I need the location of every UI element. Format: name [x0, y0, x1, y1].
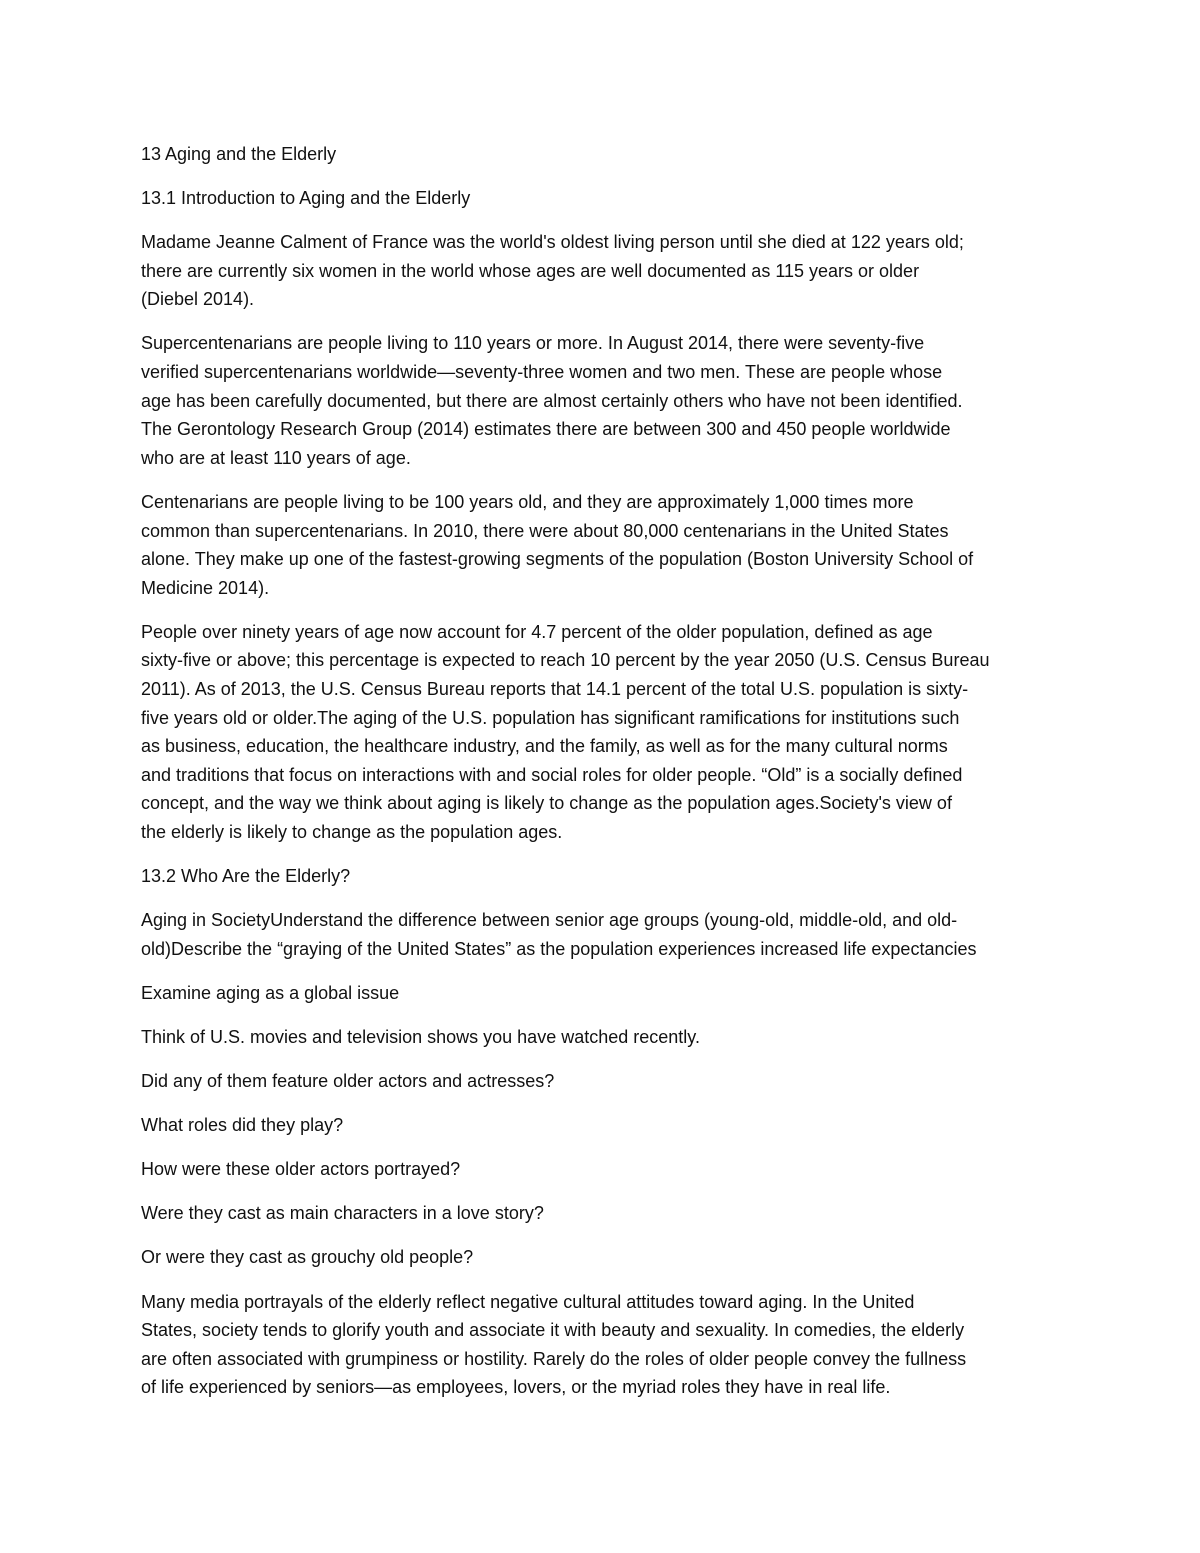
- paragraph-media-portrayals: Many media portrayals of the elderly reflect negative cultural attitudes toward aging. In the United States, society tends to glorify youth and associate it with beauty and sexuality. In comedies, the elderly are often associated with grumpiness or hostility. Rarely do the roles of older people convey the fullness of life experienced by seniors—as employees, lovers, or the myriad roles they have in real life.: [141, 1291, 967, 1398]
- paragraph-aging-in-society: Aging in SocietyUnderstand the difference between senior age groups (young-old, middle-old, and old- old)Describe the “graying of the United States” as the population experiences increased life expectancies: [141, 910, 977, 959]
- paragraph-global-issue: Examine aging as a global issue: [141, 982, 400, 1003]
- paragraph-centenarians: Centenarians are people living to be 100 years old, and they are approximately 1,000 times more common than supercentenarians. In 2010, there were about 80,000 centenarians in the United States alone. They make up one of the fastest-growing segments of the population (Boston University School of Medicine 2014).: [141, 491, 974, 598]
- document-page: [141, 140, 1063, 1417]
- paragraph-movies: Think of U.S. movies and television shows you have watched recently.: [141, 1026, 700, 1047]
- document-heading: 13 Aging and the Elderly: [141, 144, 337, 164]
- paragraph-calment: Madame Jeanne Calment of France was the world's oldest living person until she died at 122 years old; there are currently six women in the world whose ages are well documented as 115 years or older (Diebel 2014).: [141, 232, 964, 310]
- paragraph-grouchy: Or were they cast as grouchy old people?: [141, 1247, 474, 1268]
- section-heading-13-1: 13.1 Introduction to Aging and the Elderly: [141, 188, 471, 209]
- paragraph-portrayed: How were these older actors portrayed?: [141, 1159, 461, 1180]
- paragraph-love-story: Were they cast as main characters in a love story?: [141, 1203, 544, 1224]
- paragraph-roles: What roles did they play?: [141, 1115, 344, 1136]
- paragraph-ninety-plus: People over ninety years of age now account for 4.7 percent of the older population, defined as age sixty-five or above; this percentage is expected to reach 10 percent by the year 2050 (U.S. Census Bureau 2011). As of 2013, the U.S. Census Bureau reports that 14.1 percent of the total U.S. population is sixty- five years old or older.The aging of the U.S. population has significant ramifications for institutions such as business, education, the healthcare industry, and the family, as well as for the many cultural norms and traditions that focus on interactions with and social roles for older people. “Old” is a socially defined concept, and the way we think about aging is likely to change as the population ages.Society's view of the elderly is likely to change as the population ages.: [141, 621, 990, 842]
- paragraph-older-actors: Did any of them feature older actors and actresses?: [141, 1071, 555, 1092]
- paragraph-supercentenarians: Supercentenarians are people living to 110 years or more. In August 2014, there were seventy-five verified supercentenarians worldwide—seventy-three women and two men. These are people whose age has been carefully documented, but there are almost certainly others who have not been identified. The Gerontology Research Group (2014) estimates there are between 300 and 450 people worldwide who are at least 110 years of age.: [141, 333, 963, 468]
- section-heading-13-2: 13.2 Who Are the Elderly?: [141, 866, 351, 887]
